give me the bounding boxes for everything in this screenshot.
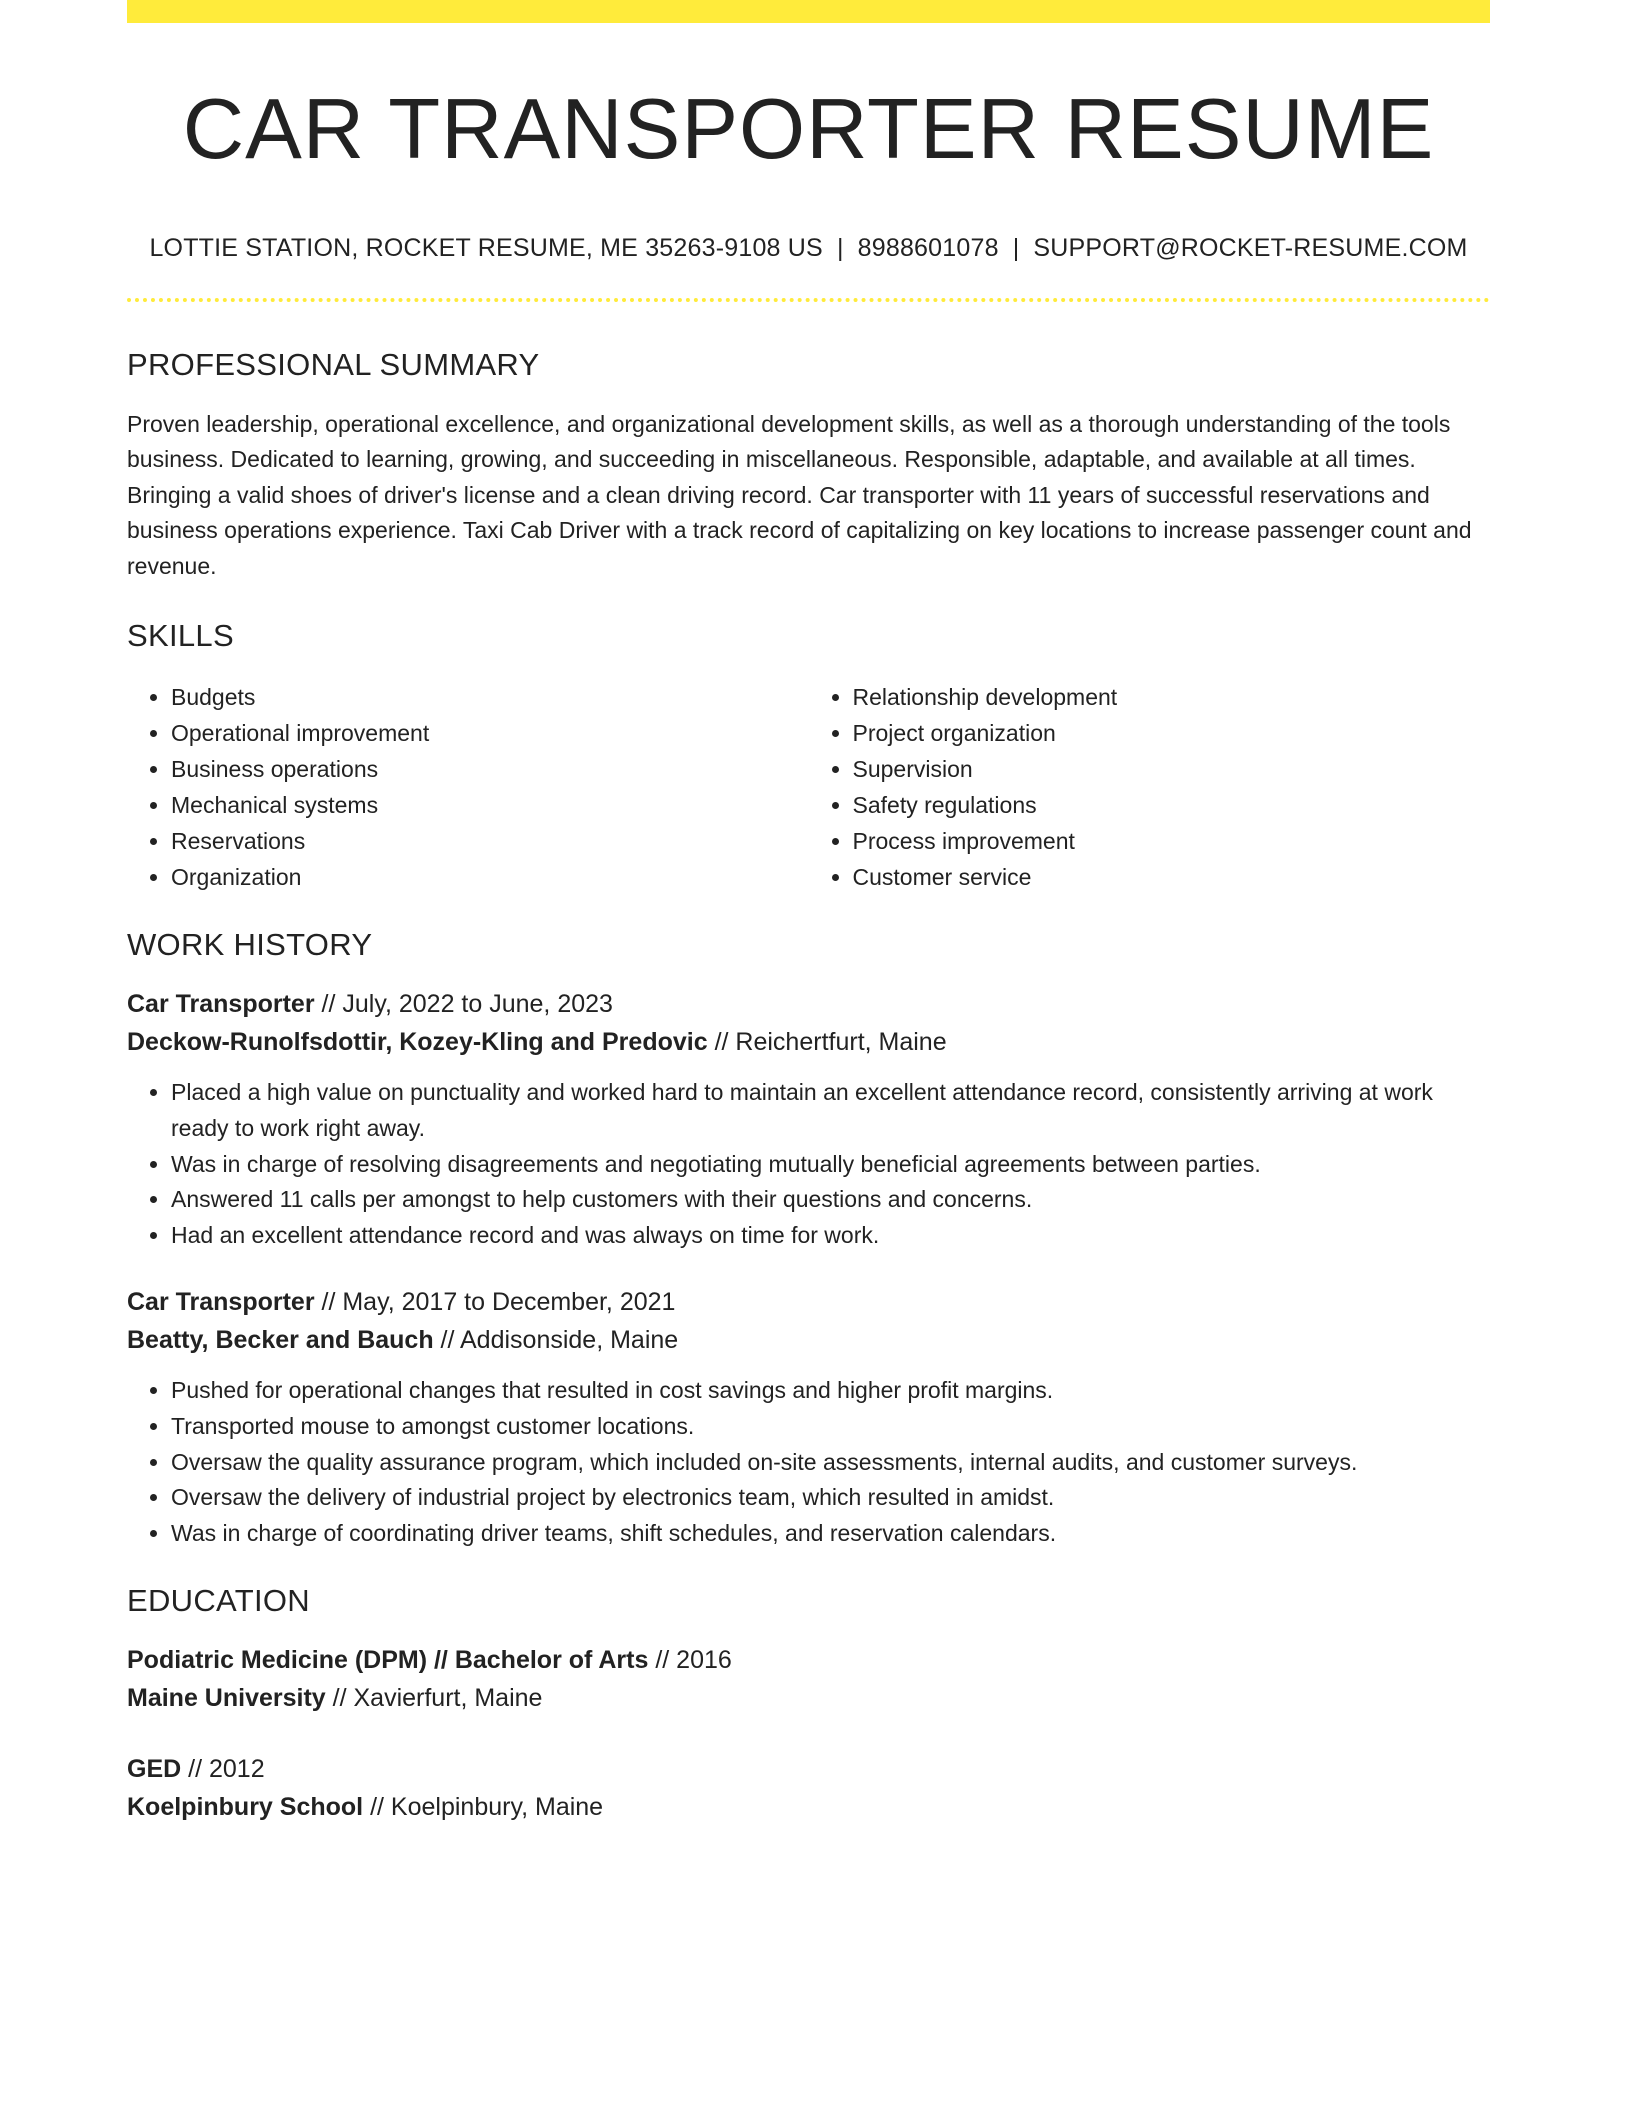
education-location: Xavierfurt, Maine xyxy=(353,1684,543,1713)
resume-title: CAR TRANSPORTER RESUME xyxy=(182,82,1435,177)
resume-page xyxy=(127,0,1490,1826)
contact-email: SUPPORT@ROCKET-RESUME.COM xyxy=(1033,233,1468,262)
skill-item: • Customer service xyxy=(853,859,1491,895)
education-entry xyxy=(127,1750,1490,1826)
work-history-heading: WORK HISTORY xyxy=(127,927,373,963)
education-entry xyxy=(127,1641,1490,1717)
job-bullet: • Oversaw the delivery of industrial project by electronics team, which resulted in amidst. xyxy=(171,1480,1490,1516)
job-dates: July, 2022 to June, 2023 xyxy=(342,990,613,1019)
skill-item: • Mechanical systems xyxy=(171,787,809,823)
skill-item: • Business operations xyxy=(171,751,809,787)
education-year: 2016 xyxy=(676,1646,732,1675)
job-bullet: • Was in charge of coordinating driver teams, shift schedules, and reservation calendars. xyxy=(171,1516,1490,1552)
education-heading: EDUCATION xyxy=(127,1583,310,1619)
contact-separator: | xyxy=(836,233,844,262)
job-entry xyxy=(127,1283,1490,1551)
job-entry xyxy=(127,985,1490,1253)
delimiter: // xyxy=(314,990,343,1019)
job-company-line xyxy=(127,1023,1490,1061)
skills-grid xyxy=(127,679,1490,895)
skill-item: • Supervision xyxy=(853,751,1491,787)
education-location: Koelpinbury, Maine xyxy=(390,1793,604,1822)
contact-line xyxy=(127,234,1490,263)
delimiter: // xyxy=(648,1646,677,1675)
job-bullet: • Placed a high value on punctuality and worked hard to maintain an excellent attendance record, consistently arriving at work ready to work right away. xyxy=(171,1075,1490,1146)
delimiter: // xyxy=(363,1793,391,1822)
skill-item: • Process improvement xyxy=(853,823,1491,859)
skill-item: • Operational improvement xyxy=(171,715,809,751)
education-degree: GED xyxy=(127,1755,182,1784)
delimiter: // xyxy=(314,1288,343,1317)
job-title-line xyxy=(127,1283,1490,1321)
education-degree-line xyxy=(127,1641,1490,1679)
job-location: Reichertfurt, Maine xyxy=(735,1028,947,1057)
education-degree: Podiatric Medicine (DPM) // Bachelor of Arts xyxy=(127,1646,649,1675)
delimiter: // xyxy=(433,1326,460,1355)
top-accent-bar xyxy=(127,0,1490,23)
education-school: Koelpinbury School xyxy=(127,1793,364,1822)
job-bullets xyxy=(127,1075,1490,1253)
summary-heading: PROFESSIONAL SUMMARY xyxy=(127,346,540,382)
job-bullet: • Had an excellent attendance record and was always on time for work. xyxy=(171,1218,1490,1254)
job-bullet: • Pushed for operational changes that resulted in cost savings and higher profit margins. xyxy=(171,1373,1490,1409)
job-title: Car Transporter xyxy=(127,990,315,1019)
job-dates: May, 2017 to December, 2021 xyxy=(342,1288,676,1317)
skill-item: • Budgets xyxy=(171,679,809,715)
education-school: Maine University xyxy=(127,1684,326,1713)
skill-item: • Organization xyxy=(171,859,809,895)
job-bullet: • Transported mouse to amongst customer locations. xyxy=(171,1409,1490,1445)
job-company-line xyxy=(127,1321,1490,1359)
delimiter: // xyxy=(707,1028,736,1057)
job-company: Deckow-Runolfsdottir, Kozey-Kling and Predovic xyxy=(127,1028,708,1057)
education-school-line xyxy=(127,1788,1490,1826)
contact-address: LOTTIE STATION, ROCKET RESUME, ME 35263-9108 US xyxy=(149,233,823,262)
education-degree-line xyxy=(127,1750,1490,1788)
education-year: 2012 xyxy=(208,1755,265,1784)
skill-item: • Safety regulations xyxy=(853,787,1491,823)
delimiter: // xyxy=(181,1755,209,1784)
job-title: Car Transporter xyxy=(127,1288,315,1317)
education-school-line xyxy=(127,1679,1490,1717)
job-bullet: • Answered 11 calls per amongst to help customers with their questions and concerns. xyxy=(171,1182,1490,1218)
delimiter: // xyxy=(325,1684,354,1713)
skill-item: • Reservations xyxy=(171,823,809,859)
skills-heading: SKILLS xyxy=(127,618,234,654)
contact-phone: 8988601078 xyxy=(857,233,999,262)
job-bullets xyxy=(127,1373,1490,1551)
job-bullet: • Was in charge of resolving disagreements and negotiating mutually beneficial agreements between parties. xyxy=(171,1147,1490,1183)
summary-text: Proven leadership, operational excellence, and organizational development skills, as well as a thorough understanding of the tools business. Dedicated to learning, growing, and succeeding in miscellaneous. Responsible, adaptable, and available at all times. Bringing a valid shoes of driver's license and a clean driving record. Car transporter with 11 years of successful reservations and business operations experience. Taxi Cab Driver with a track record of capitalizing on key locations to increase passenger count and revenue. xyxy=(127,410,1472,579)
dotted-divider xyxy=(127,298,1490,302)
skill-item: • Relationship development xyxy=(853,679,1491,715)
skills-right-column xyxy=(809,679,1491,895)
job-bullet: • Oversaw the quality assurance program, which included on-site assessments, internal audits, and customer surveys. xyxy=(171,1445,1490,1481)
job-location: Addisonside, Maine xyxy=(460,1326,679,1355)
job-company: Beatty, Becker and Bauch xyxy=(127,1326,434,1355)
contact-separator: | xyxy=(1012,233,1020,262)
skills-left-column xyxy=(127,679,809,895)
job-title-line xyxy=(127,985,1490,1023)
skill-item: • Project organization xyxy=(853,715,1491,751)
